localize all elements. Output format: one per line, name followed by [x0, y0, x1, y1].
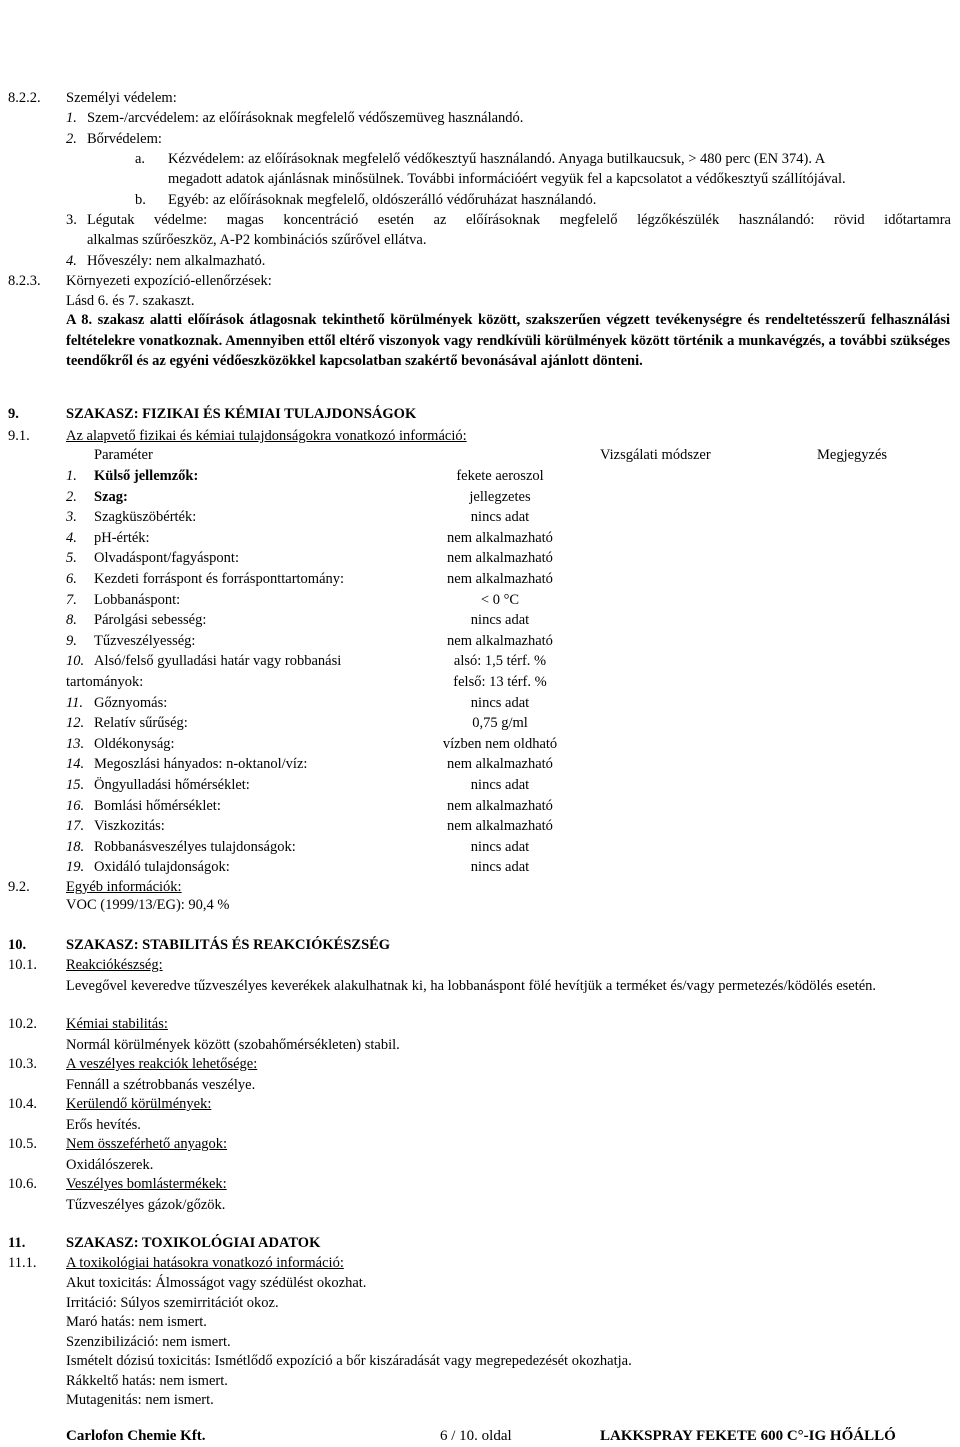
section-number: 10.3.: [8, 1056, 37, 1072]
column-header-remark: Megjegyzés: [817, 447, 888, 463]
item-number: 4.: [66, 253, 77, 269]
subsection-heading: Kerülendő körülmények:: [66, 1096, 212, 1112]
property-label: pH-érték:: [94, 529, 150, 546]
property-value: fekete aeroszol: [456, 468, 544, 484]
subsection-text: Normál körülmények között (szobahőmérsékleten) stabil.: [66, 1037, 400, 1053]
property-number: 8.: [66, 612, 77, 629]
toxicology-item: Ismételt dózisú toxicitás: Ismétlődő expozíció a bőr kiszáradását vagy megrepedezését okozhatja.: [66, 1353, 632, 1369]
section-number: 10.1.: [8, 957, 37, 973]
toxicology-item: Maró hatás: nem ismert.: [66, 1314, 207, 1330]
section-number: 10.6.: [8, 1176, 37, 1192]
property-label: Tűzveszélyesség:: [94, 632, 196, 649]
toxicology-item: Rákkeltő hatás: nem ismert.: [66, 1372, 228, 1389]
property-number: 18.: [66, 838, 85, 855]
reference-text: Lásd 6. és 7. szakaszt.: [66, 293, 195, 309]
section-title: SZAKASZ: STABILITÁS ÉS REAKCIÓKÉSZSÉG: [66, 937, 391, 953]
property-value: nincs adat: [470, 838, 530, 855]
property-label: Relatív sűrűség:: [94, 715, 188, 732]
header-url-link[interactable]: http://www.biztonsagiadatlap.hu: [766, 20, 948, 35]
property-value: nincs adat: [470, 509, 530, 526]
property-value: alsó: 1,5 térf. %: [453, 653, 547, 670]
subsection-heading: Nem összeférhető anyagok:: [66, 1136, 228, 1152]
property-value: nem alkalmazható: [447, 632, 553, 649]
voc-value: VOC (1999/13/EG): 90,4 %: [66, 897, 230, 913]
property-value: vízben nem oldható: [442, 735, 558, 752]
property-number: 17.: [66, 818, 85, 835]
property-label: Olvadáspont/fagyáspont:: [94, 550, 239, 567]
property-label: Oxidáló tulajdonságok:: [94, 859, 230, 876]
property-value: nincs adat: [470, 859, 530, 876]
created-date: Elkészítés időpontja: 2013. június 5.: [8, 3, 227, 19]
document-header: [8, 2, 226, 56]
property-number: 4.: [66, 529, 77, 546]
section-number: 8.2.2.: [8, 90, 41, 106]
section-8-note: A 8. szakasz alatti előírások átlagosnak tekinthető körülmények között, szakszerűen végzett tevékenységre és rendeltetésszerű felhasználási feltételekre vonatkoznak. Amennyiben ettől eltérő viszonyok vagy rendkívüli körülmények között történik a munkavégzés, a további szükséges teendőkről és az egyéni védőeszközökkel kapcsolatban szakértő bevonásával ajánlott dönteni.: [66, 312, 950, 369]
subsection-heading: Az alapvető fizikai és kémiai tulajdonságokra vonatkozó információ:: [66, 428, 467, 444]
subsection-heading: A toxikológiai hatásokra vonatkozó információ:: [66, 1255, 344, 1271]
property-number: 7.: [66, 591, 77, 608]
property-number: 1.: [66, 468, 77, 484]
property-number: 2.: [66, 488, 77, 505]
property-value: felső: 13 térf. %: [453, 674, 547, 690]
property-value: jellegzetes: [469, 488, 531, 505]
column-header-method: Vizsgálati módszer: [600, 447, 711, 463]
property-value: < 0 °C: [480, 591, 520, 608]
toxicology-item: Szenzibilizáció: nem ismert.: [66, 1333, 231, 1350]
subsection-heading: Kémiai stabilitás:: [66, 1016, 168, 1032]
respiratory-protection-text: alkalmas szűrőeszköz, A-P2 kombinációs szűrővel ellátva.: [87, 232, 427, 248]
footer-product-name: LAKKSPRAY FEKETE 600 C°-IG HŐÁLLÓ: [600, 1428, 896, 1444]
property-label: Robbanásveszélyes tulajdonságok:: [94, 838, 296, 855]
property-number: 15.: [66, 777, 85, 793]
section-number: 8.2.3.: [8, 273, 41, 289]
toxicology-item: Irritáció: Súlyos szemirritációt okoz.: [66, 1294, 279, 1311]
section-number: 10.2.: [8, 1016, 37, 1032]
property-value: nem alkalmazható: [447, 756, 553, 773]
property-number: 11.: [66, 694, 84, 711]
property-label: Szagküszöbérték:: [94, 509, 197, 526]
property-number: 10.: [66, 653, 85, 670]
section-number: 9.: [8, 406, 19, 422]
revision-date: Felülvizsgálat időpontja: -: [8, 21, 166, 37]
property-label: Külső jellemzők:: [94, 468, 199, 484]
thermal-hazard-text: Hőveszély: nem alkalmazható.: [87, 253, 266, 269]
section-heading: Személyi védelem:: [66, 90, 177, 106]
item-letter: b.: [135, 192, 146, 208]
property-label: Szag:: [94, 488, 128, 505]
subsection-heading: Egyéb információk:: [66, 879, 182, 895]
property-number: 9.: [66, 632, 77, 649]
property-number: 19.: [66, 859, 85, 876]
toxicology-item: Akut toxicitás: Álmosságot vagy szédülést okozhat.: [66, 1275, 367, 1291]
property-label: Lobbanáspont:: [94, 591, 181, 608]
footer-page-number: 6 / 10. oldal: [440, 1428, 512, 1444]
subsection-heading: Reakciókészség:: [66, 957, 163, 973]
subsection-text: Fennáll a szétrobbanás veszélye.: [66, 1077, 256, 1093]
property-label: Bomlási hőmérséklet:: [94, 797, 221, 814]
property-label: Alsó/felső gyulladási határ vagy robbanási: [94, 653, 342, 670]
footer-company: Carlofon Chemie Kft.: [66, 1428, 206, 1444]
section-number: 10.: [8, 937, 27, 953]
property-label: Párolgási sebesség:: [94, 612, 207, 629]
property-number: 3.: [66, 509, 77, 526]
section-title: SZAKASZ: TOXIKOLÓGIAI ADATOK: [66, 1235, 321, 1251]
subsection-text: Levegővel keveredve tűzveszélyes keverékek alakulhatnak ki, ha lobbanáspont fölé hevítjük a terméket és/vagy permetezés/ködölés esetén.: [66, 978, 877, 994]
item-letter: a.: [135, 151, 146, 167]
property-value: nem alkalmazható: [447, 550, 553, 567]
property-number: 14.: [66, 756, 85, 773]
property-label: Öngyulladási hőmérséklet:: [94, 777, 250, 793]
item-number: 2.: [66, 131, 77, 147]
section-title: SZAKASZ: FIZIKAI ÉS KÉMIAI TULAJDONSÁGOK: [66, 406, 417, 422]
property-number: 13.: [66, 735, 85, 752]
property-value: nincs adat: [470, 694, 530, 711]
subsection-heading: Veszélyes bomlástermékek:: [66, 1176, 227, 1192]
skin-protection-text: Bőrvédelem:: [87, 131, 162, 147]
subsection-text: Tűzveszélyes gázok/gőzök.: [66, 1197, 226, 1213]
property-value: nem alkalmazható: [447, 797, 553, 814]
column-header-parameter: Paraméter: [94, 447, 153, 463]
property-number: 16.: [66, 797, 85, 814]
property-number: 5.: [66, 550, 77, 567]
subsection-text: Oxidálószerek.: [66, 1157, 154, 1173]
property-label: tartományok:: [66, 674, 144, 690]
section-heading: Környezeti expozíció-ellenőrzések:: [66, 273, 272, 289]
property-value: nem alkalmazható: [447, 529, 553, 546]
property-label: Oldékonyság:: [94, 735, 175, 752]
property-number: 12.: [66, 715, 85, 732]
property-number: 6.: [66, 571, 77, 587]
section-number: 10.5.: [8, 1136, 37, 1152]
property-value: nem alkalmazható: [447, 818, 553, 835]
section-number: 9.2.: [8, 879, 30, 895]
version-number: Verziószám: 1: [8, 39, 94, 55]
section-number: 10.4.: [8, 1096, 37, 1112]
respiratory-protection-text: Légutak védelme: magas koncentráció esetén az előírásoknak megfelelő légzőkészülék használandó: rövid időtartamra: [87, 212, 951, 228]
subsection-heading: A veszélyes reakciók lehetősége:: [66, 1056, 258, 1072]
hand-protection-text: megadott adatok ajánlásnak minősülnek. További információért vegyük fel a kapcsolatot a védőkesztyű szállítójával.: [168, 171, 846, 187]
section-number: 9.1.: [8, 428, 30, 444]
toxicology-item: Mutagenitás: nem ismert.: [66, 1392, 214, 1408]
hand-protection-text: Kézvédelem: az előírásoknak megfelelő védőkesztyű használandó. Anyaga butilkaucsuk, > 480 perc (EN 374). A: [168, 151, 826, 167]
property-value: nincs adat: [470, 612, 530, 629]
item-number: 1.: [66, 110, 77, 126]
section-number: 11.1.: [8, 1255, 37, 1271]
item-number: 3.: [66, 212, 77, 228]
section-number: 11.: [8, 1235, 26, 1251]
eye-protection-text: Szem-/arcvédelem: az előírásoknak megfelelő védőszemüveg használandó.: [87, 110, 524, 126]
property-value: nincs adat: [470, 777, 530, 793]
other-protection-text: Egyéb: az előírásoknak megfelelő, oldószerálló védőruházat használandó.: [168, 192, 597, 208]
subsection-text: Erős hevítés.: [66, 1117, 141, 1133]
property-label: Kezdeti forráspont és forrásponttartomány:: [94, 571, 345, 587]
property-value: 0,75 g/ml: [472, 715, 528, 732]
property-label: Viszkozitás:: [94, 818, 165, 835]
property-label: Gőznyomás:: [94, 694, 168, 711]
property-label: Megoszlási hányados: n-oktanol/víz:: [94, 756, 308, 773]
property-value: nem alkalmazható: [447, 571, 553, 587]
